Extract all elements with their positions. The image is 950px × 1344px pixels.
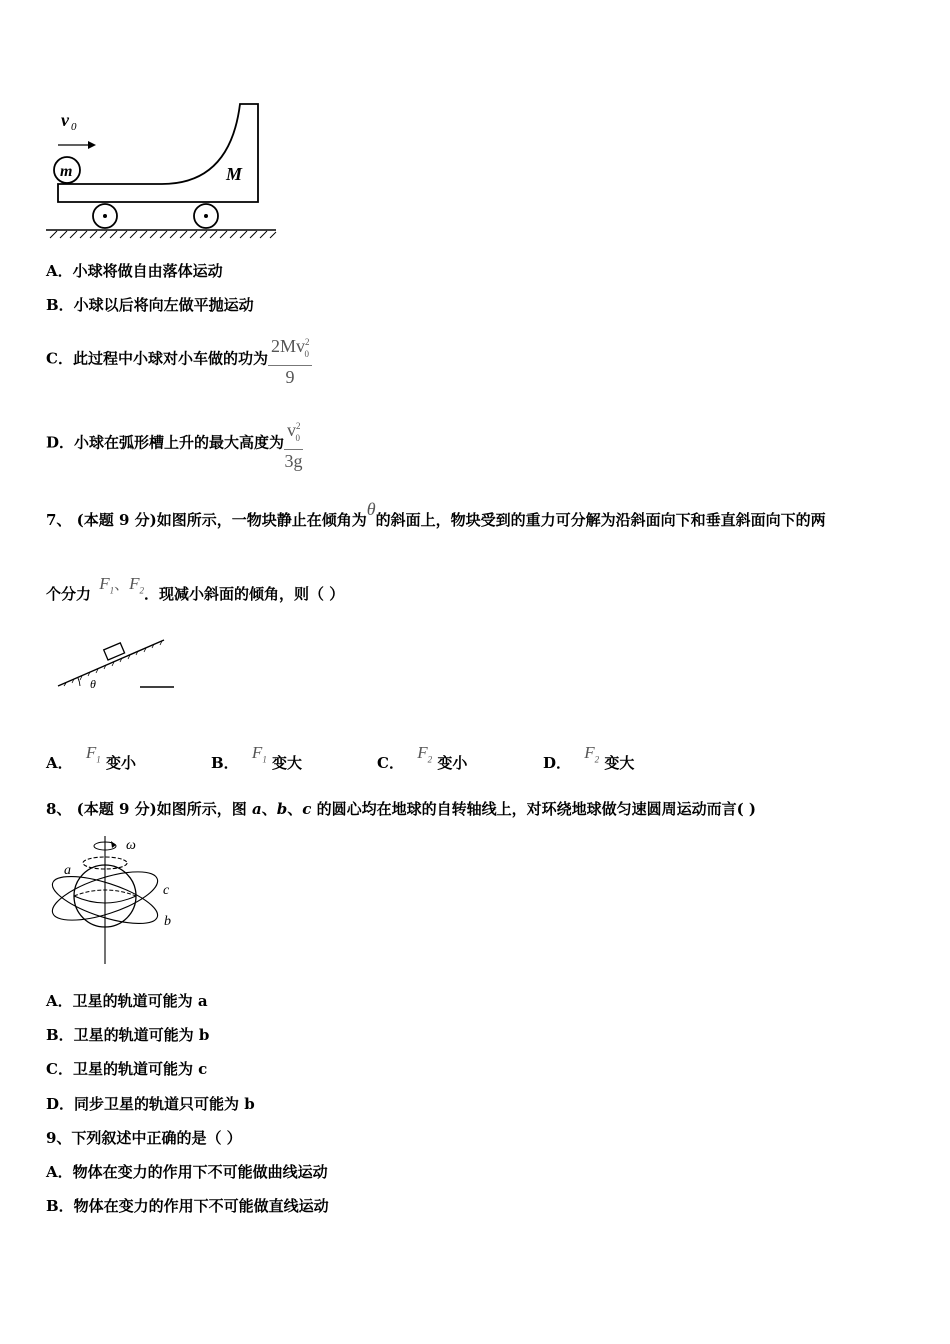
q6-option-b: B．小球以后将向左做平抛运动 bbox=[46, 296, 254, 314]
q6-d-denominator: 3g bbox=[284, 450, 303, 471]
q6-d-numerator: v bbox=[287, 420, 297, 440]
q7-F2: $F_2$ bbox=[129, 574, 145, 596]
q7-option-c: C． $F_2$ 变小 bbox=[377, 743, 468, 772]
q7-F1: $F_1$ bbox=[99, 574, 115, 596]
q8-a: a bbox=[251, 800, 262, 818]
q8-c: c bbox=[302, 800, 312, 818]
q7-stem-part2: 的斜面上，物块受到的重力可分解为沿斜面向下和垂直斜面向下的两 bbox=[375, 511, 826, 529]
ground-hatching bbox=[50, 231, 276, 238]
q7-theta: θ bbox=[366, 499, 376, 519]
q7-option-b: B． $F_1$ 变大 bbox=[211, 743, 303, 772]
label-c: c bbox=[163, 883, 170, 898]
q7-line2-part1: 个分力 bbox=[46, 585, 92, 603]
q6-c-numerator: 2Mv bbox=[270, 336, 305, 356]
q6-d-sup: 2 bbox=[296, 421, 301, 431]
incline-theta: θ bbox=[90, 677, 96, 691]
q8-option-b: B．卫星的轨道可能为 b bbox=[46, 1026, 210, 1044]
q8-option-c: C．卫星的轨道可能为 c bbox=[46, 1060, 208, 1078]
wheel-right-axle bbox=[204, 214, 208, 218]
q8-option-a: A．卫星的轨道可能为 a bbox=[46, 992, 208, 1010]
q7-option-d: D． $F_2$ 变大 bbox=[543, 743, 635, 772]
q7-stem-line2 bbox=[46, 574, 345, 610]
q6-option-d bbox=[46, 415, 303, 472]
q8-option-d: D．同步卫星的轨道只可能为 b bbox=[46, 1095, 255, 1113]
wheel-left-axle bbox=[103, 214, 107, 218]
v0-label: v bbox=[61, 110, 69, 130]
q8-b: b bbox=[276, 800, 288, 818]
q6-d-sub: 0 bbox=[295, 432, 301, 443]
omega-label: ω bbox=[126, 838, 136, 853]
cart-figure bbox=[44, 100, 280, 245]
q9-option-a: A．物体在变力的作用下不可能做曲线运动 bbox=[46, 1163, 328, 1181]
q6-option-d-fraction bbox=[284, 415, 303, 472]
q6-option-c-text: C．此过程中小球对小车做的功为 bbox=[46, 349, 268, 368]
cart-body bbox=[58, 104, 258, 202]
q8-stem: 8、 (本题 9 分)如图所示，图 a、b、c 的圆心均在地球的自转轴线上，对环绕地球做匀速圆周运动而言( ) bbox=[46, 800, 757, 818]
q6-c-sub: 0 bbox=[304, 348, 309, 359]
earth-orbits-figure bbox=[44, 832, 184, 966]
q6-c-denominator: 9 bbox=[285, 366, 295, 387]
q9-stem: 9、下列叙述中正确的是（ ） bbox=[46, 1129, 242, 1147]
block bbox=[104, 643, 125, 660]
label-a: a bbox=[64, 863, 71, 878]
label-b: b bbox=[164, 914, 171, 929]
q6-option-a: A．小球将做自由落体运动 bbox=[46, 262, 223, 280]
q7-stem-part1: 7、 (本题 9 分)如图所示，一物块静止在倾角为 bbox=[46, 511, 367, 529]
q7-stem-line1 bbox=[46, 499, 826, 530]
velocity-arrowhead bbox=[88, 141, 96, 149]
q6-option-c bbox=[46, 331, 312, 388]
q7-sep: 、 bbox=[114, 575, 130, 593]
q7-option-a: A． $F_1$ 变小 bbox=[46, 743, 137, 772]
q6-c-sup: 2 bbox=[304, 337, 310, 347]
angle-arc bbox=[78, 678, 80, 686]
v0-sub: 0 bbox=[71, 121, 77, 133]
q6-option-d-text: D．小球在弧形槽上升的最大高度为 bbox=[46, 433, 285, 452]
q7-line2-part2: ．现减小斜面的倾角，则（ ） bbox=[144, 585, 345, 603]
incline-figure bbox=[56, 636, 178, 692]
q9-option-b: B．物体在变力的作用下不可能做直线运动 bbox=[46, 1197, 329, 1215]
ball-label: m bbox=[60, 163, 73, 180]
cart-label: M bbox=[226, 164, 243, 184]
q6-option-c-fraction bbox=[268, 331, 312, 388]
